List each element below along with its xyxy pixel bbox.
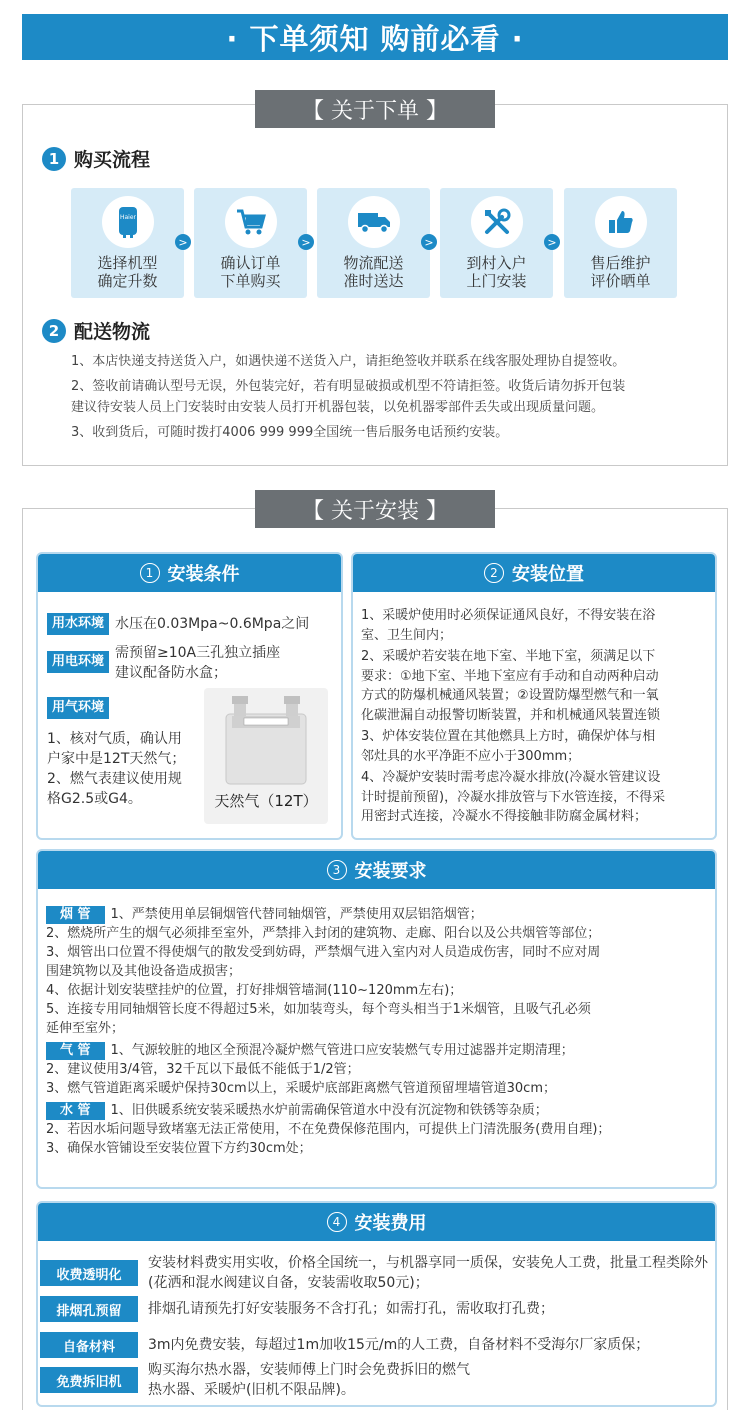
water-env-text: 水压在0.03Mpa~0.6Mpa之间: [115, 615, 310, 632]
flow-step-label: 选择机型 确定升数: [97, 254, 158, 290]
banner-title: · 下单须知 购前必看 ·: [226, 21, 524, 56]
step-number-badge: 2: [42, 319, 66, 343]
power-env-text: 需预留≥10A三孔独立插座 建议配备防水盒；: [115, 645, 281, 681]
flow-step-label: 物流配送 准时送达: [343, 254, 404, 290]
fee-row-remove-old: [40, 1360, 478, 1400]
delivery-note: 2、签收前请确认型号无误，外包装完好，若有明显破损或机型不符请拒签。收货后请勿拆开包装: [71, 379, 626, 394]
chevron-right-icon: >: [298, 234, 314, 250]
delivery-note: 1、本店快递支持送货入户，如遇快递不送货入户，请拒绝签收并联系在线客服处理协自提签收。: [71, 354, 626, 369]
install-section-title: 【 关于安装 】: [255, 490, 495, 528]
tools-icon: [471, 196, 523, 248]
fee-row-own-materials: [40, 1332, 716, 1358]
purchase-flow: [71, 188, 677, 298]
water-env-tag: 用水环境: [47, 613, 109, 635]
delivery-heading: [42, 317, 150, 344]
purchase-flow-heading: [42, 145, 150, 172]
fee-tag: 免费拆旧机: [40, 1367, 138, 1393]
step-number-badge: 1: [42, 147, 66, 171]
install-position-panel: [351, 552, 717, 840]
delivery-notes: [71, 351, 701, 443]
order-section-title: 【 关于下单 】: [255, 90, 495, 128]
svg-text:Haier: Haier: [119, 214, 136, 221]
flow-step-label: 到村入户 上门安装: [466, 254, 527, 290]
thumbs-up-icon: [595, 196, 647, 248]
install-requirements-panel: [36, 849, 717, 1189]
fee-text: 安装材料费实用实收，价格全国统一，与机器享同一质保，安装免人工费，批量工程类除外(花洒和混水阀建议自备，安装需收取50元)；: [148, 1255, 708, 1291]
panel-header: [38, 851, 715, 889]
fee-row-transparent: [40, 1253, 716, 1293]
fee-row-flue-hole: [40, 1296, 716, 1322]
cart-icon: [225, 196, 277, 248]
panel-title: 安装费用: [354, 1213, 427, 1234]
gas-pipe-tag: 气 管: [46, 1042, 105, 1060]
requirements-text: 烟 管 1、严禁使用单层铜烟管代替同轴烟管，严禁使用双层铝箔烟管； 2、燃烧所产生的烟气必须排至室外，严禁排入封闭的建筑物、走廊、阳台以及公共烟管等部位； 3、烟管出口位置不得使烟气的散发受到妨碍，严禁烟气进入室内对人员造成伤害，同时不应对周 围建筑物以及其他设备造成损害； 4、依据计划安装壁挂炉的位置，打好排烟管墙洞(110~120mm左右)； 5、连接专用同轴烟管长度不得超过5米，如加装弯头，每个弯头相当于1米烟管，且吸气孔必须 延伸至室外； 气 管 1、气源较脏的地区全预混冷凝炉燃气管进口应安装燃气专用过滤器并定期清理； 2、建议使用3/4管，32千瓦以下最低不能低于1/2管； 3、燃气管道距离采暖炉保持30cm以上，采暖炉底部距离燃气管道预留埋墙管道30cm； 水 管 1、旧供暖系统安装采暖热水炉前需确保管道水中没有沉淀物和铁锈等杂质； 2、若因水垢问题导致堵塞无法正常使用，不在免费保修范围内，可提供上门清洗服务(费用自理)； 3、确保水管铺设至安装位置下方约30cm处；: [46, 907, 611, 1156]
power-env-row: [47, 643, 280, 683]
fee-text: 排烟孔请预先打好安装服务不含打孔；如需打孔，需收取打孔费；: [148, 1301, 554, 1317]
panel-number: 4: [327, 1212, 347, 1232]
water-env-row: [47, 613, 309, 635]
fee-tag: 自备材料: [40, 1332, 138, 1358]
chevron-right-icon: >: [175, 234, 191, 250]
panel-title: 安装位置: [512, 564, 584, 585]
truck-icon: [348, 196, 400, 248]
water-heater-icon: [102, 196, 154, 248]
chevron-right-icon: >: [544, 234, 560, 250]
power-env-tag: 用电环境: [47, 651, 109, 673]
gas-meter-caption: 天然气（12T）: [214, 792, 318, 810]
chevron-right-icon: >: [421, 234, 437, 250]
panel-title: 安装条件: [167, 564, 240, 585]
flow-step-select-model: [71, 188, 184, 298]
purchase-flow-title: 购买流程: [74, 149, 151, 171]
gas-meter-image: [204, 688, 328, 824]
delivery-title: 配送物流: [74, 321, 151, 343]
panel-number: 3: [327, 860, 347, 880]
water-pipe-tag: 水 管: [46, 1102, 105, 1120]
fee-tag: 收费透明化: [40, 1260, 138, 1286]
flow-step-delivery: [317, 188, 430, 298]
panel-number: 1: [140, 563, 160, 583]
panel-title: 安装要求: [354, 861, 427, 882]
panel-number: 2: [484, 563, 504, 583]
flue-tag: 烟 管: [46, 906, 105, 924]
position-text: 1、采暖炉使用时必须保证通风良好，不得安装在浴 室、卫生间内； 2、采暖炉若安装在地下室、半地下室，须满足以下 要求：①地下室、半地下室应有手动和自动两种启动 方式的防爆机械通风装置；②设置防爆型燃气和一氧 化碳泄漏自动报警切断装置，并和机械通风装置连锁 3、炉体安装位置在其他燃具上方时，确保炉体与相 邻灶具的水平净距不应小于300mm； 4、冷凝炉安装时需考虑冷凝水排放(冷凝水管建议设 计时提前预留)，冷凝水排放管与下水管连接，不得采 用密封式连接，冷凝水不得接触非防腐金属材料；: [361, 608, 666, 824]
fee-text: 3m内免费安装，每超过1m加收15元/m的人工费，自备材料不受海尔厂家质保；: [148, 1337, 650, 1353]
panel-header: [353, 554, 715, 592]
fee-tag: 排烟孔预留: [40, 1296, 138, 1322]
fee-text: 购买海尔热水器，安装师傅上门时会免费拆旧的燃气热水器、采暖炉(旧机不限品牌)。: [148, 1362, 470, 1398]
flow-step-after-sales: [564, 188, 677, 298]
gas-env-tag: 用气环境: [47, 697, 109, 719]
flow-step-installation: [440, 188, 553, 298]
panel-header: [38, 1203, 715, 1241]
flow-step-label: 确认订单 下单购买: [220, 254, 281, 290]
gas-meter-icon: [204, 688, 328, 788]
gas-env-row: [47, 696, 199, 809]
flow-step-label: 售后维护 评价晒单: [590, 254, 651, 290]
panel-header: [38, 554, 341, 592]
delivery-note: 建议待安装人员上门安装时由安装人员打开机器包装，以免机器零部件丢失或出现质量问题。: [71, 400, 605, 415]
page-banner: [22, 14, 728, 60]
delivery-note: 3、收到货后，可随时拨打4006 999 999全国统一售后服务电话预约安装。: [71, 425, 509, 440]
gas-env-text: 1、核对气质，确认用 户家中是12T天然气； 2、燃气表建议使用规 格G2.5或G4。: [47, 731, 186, 807]
flow-step-confirm-order: [194, 188, 307, 298]
